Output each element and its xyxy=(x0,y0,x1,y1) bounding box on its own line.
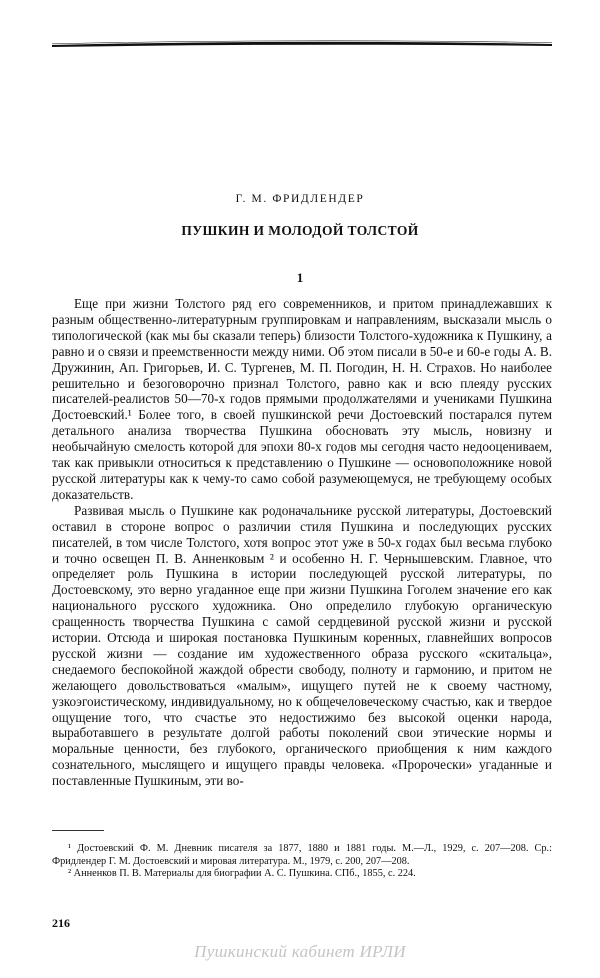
paragraph: Развивая мысль о Пушкине как родоначальнике русской литературы, Достоевский оставил в стороне вопрос о различии стиля Пушкина и последующих русских писателей, в том числе Толстого, хотя вопрос этот уже в 50-х годах был весьма глубоко и точно освещен П. В. Анненковым ² и особенно Н. Г. Чернышевским. Главное, что определяет роль Пушкина в истории последующей русской литературы, по Достоевскому, это верно угаданное еще при жизни Пушкина Гоголем значение его как национального русского художника. Оно определило глубокую органическую сращенность творчества Пушкина с самой сердцевиной русской жизни и русской истории. Отсюда и широкая постановка Пушкиным коренных, главнейших вопросов русской жизни — создание им художественного образа русского «скитальца», снедаемого беспокойной жаждой обрести свободу, полноту и гармонию, и притом не желающего довольствоваться «малым», ищущего путей не к своему частному, узкоэгоистическому, индивидуальному, но к общечеловеческому счастью, как и твердое ощущение того, что счастье это недостижимо без высокой оценки народа, выработавшего в результате долгой работы поколений свои этические нормы и моральные ценности, без глубокого, органического приобщения к ним каждого сознательного, мыслящего и ищущего правды человека. «Пророчески» угаданные и поставленные Пушкиным, эти во- xyxy=(52,502,552,789)
section-number: 1 xyxy=(296,270,304,285)
article-title: ПУШКИН И МОЛОДОЙ ТОЛСТОЙ xyxy=(181,223,419,238)
paragraph: Еще при жизни Толстого ряд его современников, и притом принадлежавших к разным общественно-литературным группировкам и направлениям, высказали мысль о типологической (как мы бы сказали теперь) близости Толстого-художника к Пушкину, а равно и о связи и преемственности между ними. Об этом писали в 50-е и 60-е годы А. В. Дружинин, Ап. Григорьев, И. С. Тургенев, М. П. Погодин, Н. Н. Страхов. Но наиболее решительно и безоговорочно признал Толстого, равно как и всю плеяду русских писателей-реалистов 50—70-х годов прямыми продолжателями и учениками Пушкина Достоевский.¹ Более того, в своей пушкинской речи Достоевский постарался путем детального анализа творчества Пушкина обосновать эту мысль, новизну и необычайную смелость которой для эпохи 80-х годов мы сегодня часто недооцениваем, так как привыкли относиться к представлению о Пушкине — основоположнике новой русской литературы как к чему-то само собой разумеющемуся, не требующему особых доказательств. xyxy=(52,296,552,502)
page-number: 216 xyxy=(52,916,70,930)
footnotes xyxy=(52,843,552,881)
header-ornamental-rule xyxy=(52,38,552,52)
footnote: ² Анненков П. В. Материалы для биографии А. С. Пушкина. СПб., 1855, с. 224. xyxy=(68,868,416,880)
footnote: ¹ Достоевский Ф. М. Дневник писателя за 1877, 1880 и 1881 годы. М.—Л., 1929, с. 207—208. Ср.: Фридлендер Г. М. Достоевский и мировая литература. М., 1979, с. 200, 207—208. xyxy=(52,843,552,867)
footnote-divider xyxy=(52,830,104,831)
watermark: Пушкинский кабинет ИРЛИ xyxy=(194,942,406,961)
article-body xyxy=(52,296,552,789)
author-name: Г. М. ФРИДЛЕНДЕР xyxy=(235,193,365,205)
